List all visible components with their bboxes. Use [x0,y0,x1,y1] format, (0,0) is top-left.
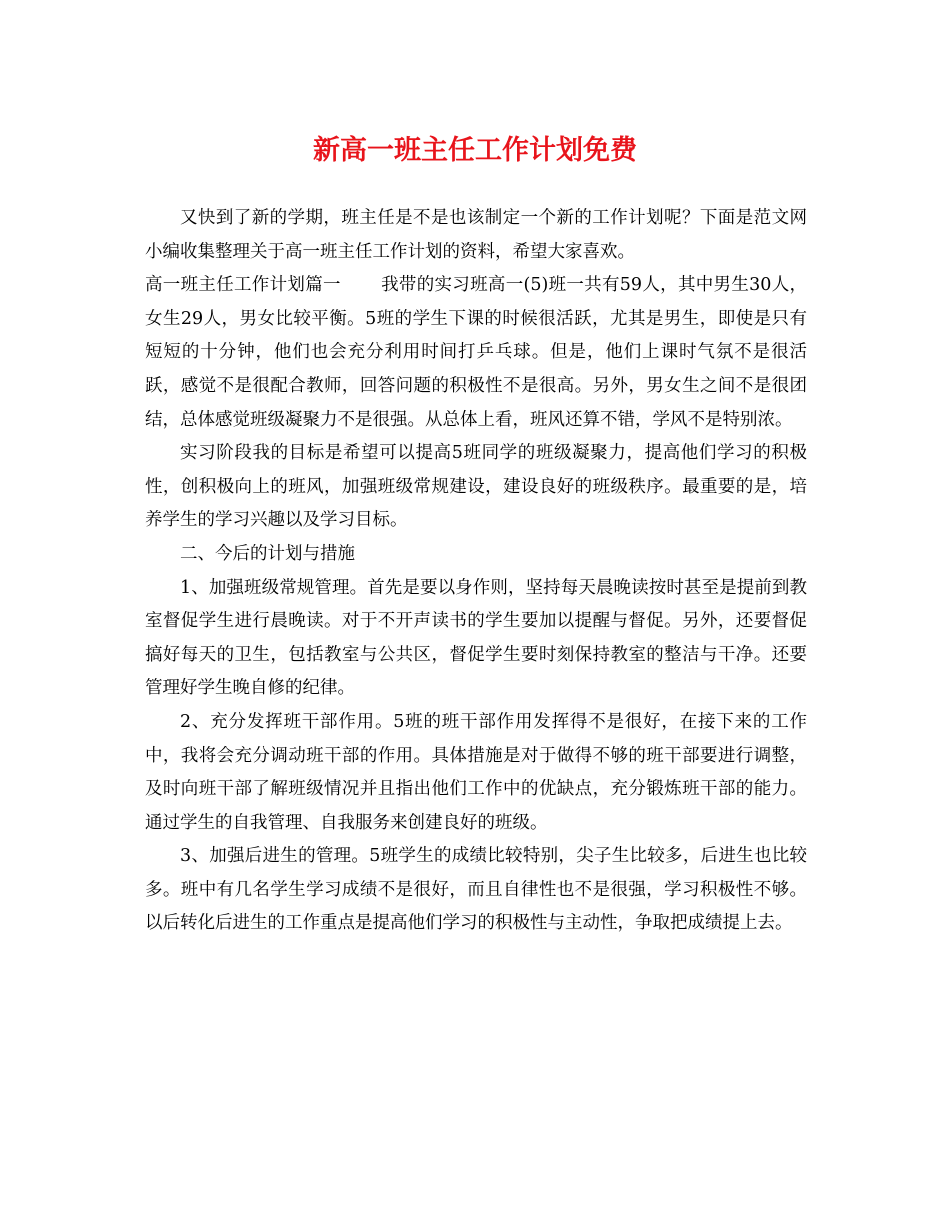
plan-subheading: 二、今后的计划与措施 [180,543,355,564]
plan-item-3: 3、加强后进生的管理。5班学生的成绩比较特别，尖子生比较多，后进生也比较多。班中有几名学生学习成绩不是很好，而且自律性也不是很强，学习积极性不够。以后转化后进生的工作重点是提高他们学习的积极性与主动性，争取把成绩提上去。 [145,846,807,934]
intro-paragraph: 又快到了新的学期，班主任是不是也该制定一个新的工作计划呢？下面是范文网小编收集整理关于高一班主任工作计划的资料，希望大家喜欢。 [145,208,807,262]
section-first-text: 我带的实习班高一(5)班一共有59人，其中男生30人，女生29人，男女比较平衡。5班的学生下课的时候很活跃，尤其是男生，即使是只有短短的十分钟，他们也会充分利用时间打乒乓球。但是，他们上课时气氛不是很活跃，感觉不是很配合教师，回答问题的积极性不是很高。另外，男女生之间不是很团结，总体感觉班级凝聚力不是很强。从总体上看，班风还算不错，学风不是特别浓。 [145,275,808,430]
section-heading: 高一班主任工作计划篇一 [145,275,341,296]
document-body [145,202,807,941]
goal-paragraph: 实习阶段我的目标是希望可以提高5班同学的班级凝聚力，提高他们学习的积极性，创积极向上的班风，加强班级常规建设，建设良好的班级秩序。最重要的是，培养学生的学习兴趣以及学习目标。 [145,443,807,531]
section-one-paragraph [145,269,807,437]
document-title: 新高一班主任工作计划免费 [313,135,637,166]
plan-item-1: 1、加强班级常规管理。首先是要以身作则，坚持每天晨晚读按时甚至是提前到教室督促学生进行晨晚读。对于不开声读书的学生要加以提醒与督促。另外，还要督促搞好每天的卫生，包括教室与公共区，督促学生要时刻保持教室的整洁与干净。还要管理好学生晚自修的纪律。 [145,577,807,699]
plan-item-2: 2、充分发挥班干部作用。5班的班干部作用发挥得不是很好，在接下来的工作中，我将会充分调动班干部的作用。具体措施是对于做得不够的班干部要进行调整，及时向班干部了解班级情况并且指出他们工作中的优缺点，充分锻炼班干部的能力。通过学生的自我管理、自我服务来创建良好的班级。 [145,711,807,833]
